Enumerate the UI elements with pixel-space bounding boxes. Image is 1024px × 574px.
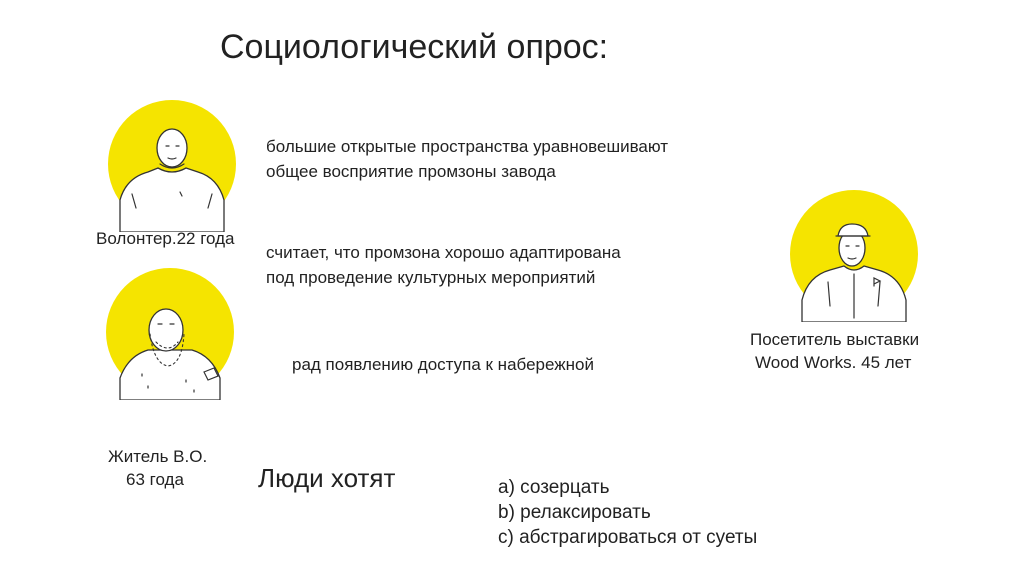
quote-line: считает, что промзона хорошо адаптирована <box>266 243 621 262</box>
respondent-caption-line: Wood Works. 45 лет <box>755 353 912 372</box>
quote-line: большие открытые пространства уравновешивают <box>266 137 669 156</box>
wants-item: a) созерцать <box>498 477 610 498</box>
slide-title: Социологический опрос: <box>220 28 609 66</box>
person-cap-icon <box>788 190 920 322</box>
respondent-caption: Волонтер.22 года <box>96 229 235 248</box>
respondent-caption-line: Посетитель выставки <box>750 330 920 349</box>
bearded-person-icon <box>104 268 236 400</box>
wants-item: c) абстрагироваться от суеты <box>498 527 758 548</box>
wants-item: b) релаксировать <box>498 502 651 523</box>
quote-line: под проведение культурных мероприятий <box>266 268 596 287</box>
person-tshirt-icon <box>106 100 238 232</box>
respondent-caption-line: Житель В.О. <box>108 447 208 466</box>
quote-line: рад появлению доступа к набережной <box>292 355 594 374</box>
wants-title: Люди хотят <box>258 463 396 493</box>
respondent-caption-line: 63 года <box>126 470 184 489</box>
quote-line: общее восприятие промзоны завода <box>266 162 556 181</box>
